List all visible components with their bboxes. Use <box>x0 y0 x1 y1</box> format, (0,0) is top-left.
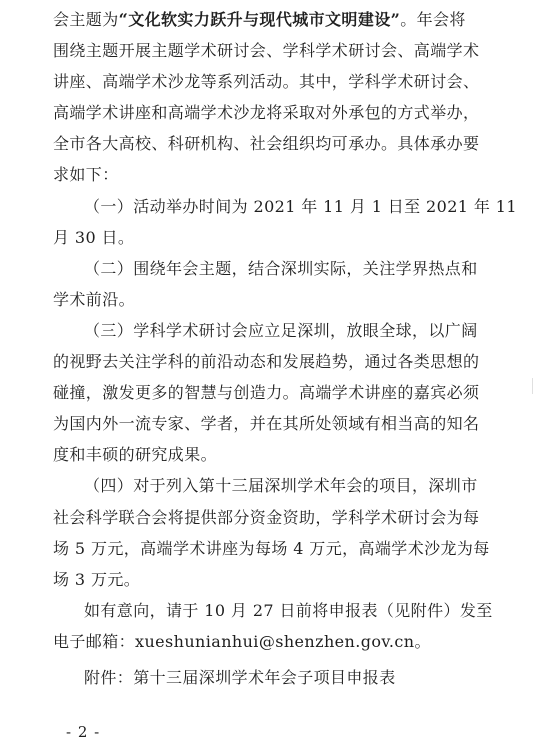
attachment-note: 附件：第十三届深圳学术年会子项目申报表 <box>84 668 396 687</box>
email-label: 电子邮箱： <box>53 631 136 651</box>
annual-meeting-theme: “文化软实力跃升与现代城市文明建设” <box>118 10 401 29</box>
item-1-line-1: （一）活动举办时间为 2021 年 11 月 1 日至 2021 年 11 <box>84 196 517 216</box>
text-segment: 。 <box>414 631 431 651</box>
intro-line-1 <box>53 4 501 35</box>
item-4-line-1: （四）对于列入第十三届深圳学术年会的项目，深圳市 <box>84 476 478 496</box>
item-3-line-4: 为国内外一流专家、学者，并在其所处领域有相当高的知名 <box>53 414 480 434</box>
intro-line-3: 讲座、高端学术沙龙等系列活动。其中，学科学术研讨会、 <box>53 72 480 92</box>
scan-artifact <box>532 378 533 394</box>
item-4-line-2: 社会科学联合会将提供部分资金资助，学科学术研讨会为每 <box>53 507 480 527</box>
intro-line-5: 全市各大高校、科研机构、社会组织均可承办。具体承办要 <box>53 134 480 154</box>
intro-line-4: 高端学术讲座和高端学术沙龙将采取对外承包的方式举办， <box>53 103 480 123</box>
item-2-line-2: 学术前沿。 <box>53 289 136 309</box>
contact-line-1: 如有意向，请于 10 月 27 日前将申报表（见附件）发至 <box>84 600 493 620</box>
intro-line-6: 求如下： <box>53 165 119 185</box>
text-segment: 会主题为 <box>53 10 119 29</box>
page-number: - 2 - <box>66 723 101 741</box>
document-body <box>53 4 517 657</box>
contact-line-2 <box>53 626 501 657</box>
item-3-line-5: 度和丰硕的研究成果。 <box>53 445 218 465</box>
item-2-line-1: （二）围绕年会主题，结合深圳实际，关注学界热点和 <box>84 258 478 278</box>
item-3-line-3: 碰撞，激发更多的智慧与创造力。高端学术讲座的嘉宾必须 <box>53 383 480 403</box>
item-4-line-3: 场 5 万元，高端学术讲座为每场 4 万元，高端学术沙龙为每 <box>53 538 490 558</box>
intro-line-2: 围绕主题开展主题学术研讨会、学科学术研讨会、高端学术 <box>53 41 480 61</box>
item-1-line-2: 月 30 日。 <box>53 227 135 247</box>
item-3-line-2: 的视野去关注学科的前沿动态和发展趋势，通过各类思想的 <box>53 352 480 372</box>
item-4-line-4: 场 3 万元。 <box>53 569 141 589</box>
email-address: xueshunianhui@shenzhen.gov.cn <box>135 631 415 651</box>
item-3-line-1: （三）学科学术研讨会应立足深圳，放眼全球，以广阔 <box>84 320 478 340</box>
text-segment: 。年会将 <box>400 10 466 29</box>
